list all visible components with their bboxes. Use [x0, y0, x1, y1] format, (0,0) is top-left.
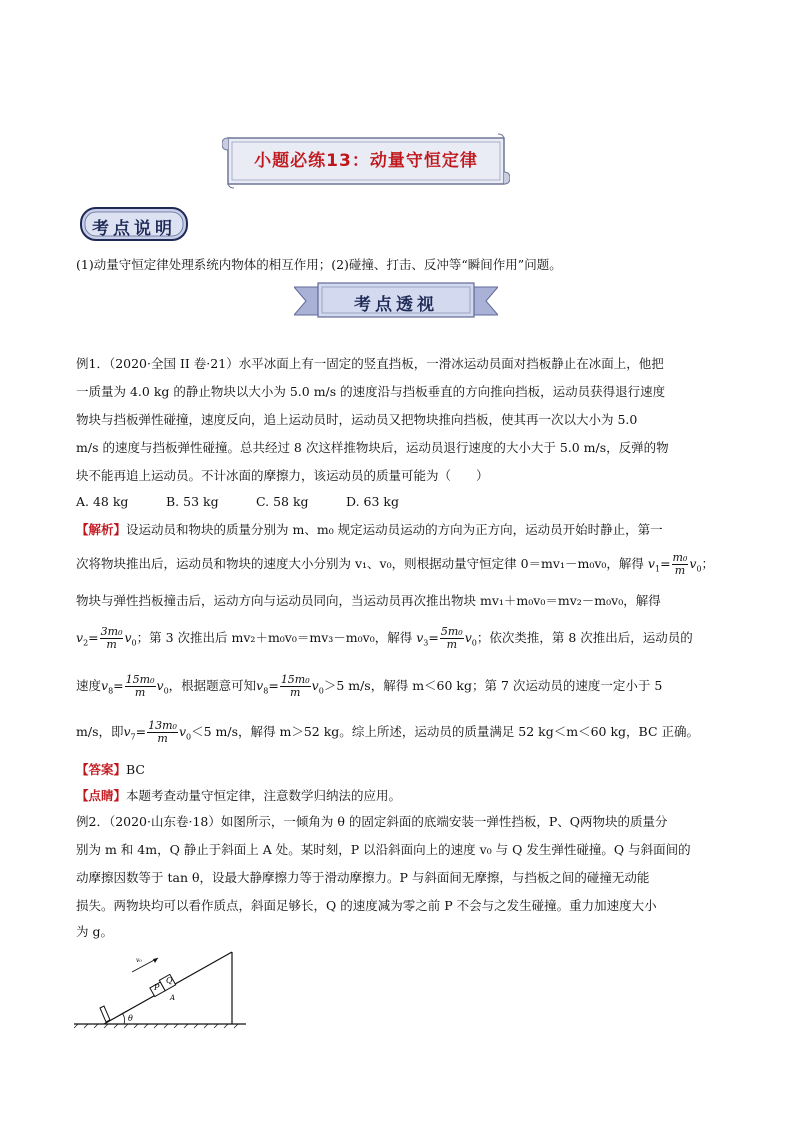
fraction-4-den: m — [134, 686, 146, 699]
analysis-label: 【解析】 — [76, 522, 127, 537]
fraction-4b — [280, 674, 311, 699]
example2-line-5: 为 g。 — [76, 924, 113, 939]
incline-diagram — [74, 948, 250, 1030]
analysis-line-5: 速度$v_8=$ $\frac{\text{15m₀}}{m}$ $v_0$，根据题意可知$v_8=$ $\frac{\text{15m₀}}{m}$ $v_0>5$ m/s，解得 m＜60 kg；第 7 次运动员的速度一定小于 5 — [76, 673, 663, 699]
section-ribbon-insight — [294, 281, 498, 321]
example1-line-3: 物块与挡板弹性碰撞，速度反向，追上运动员时，运动员又把物块推向挡板，使其再一次以大小为 5.0 — [76, 412, 638, 427]
fraction-5 — [147, 720, 178, 745]
analysis-text-6a: m/s，即 — [76, 724, 124, 739]
example2-line-1: 例2．（2020·山东卷·18）如图所示，一倾角为 θ 的固定斜面的底端安装一弹性挡板，P、Q两物块的质量分 — [76, 814, 668, 829]
fraction-3-num: 5m₀ — [440, 625, 463, 638]
fraction-1-den: m — [674, 564, 686, 577]
label-theta: θ — [128, 1014, 133, 1023]
answer-label: 【答案】 — [76, 762, 127, 777]
answer-line — [76, 762, 145, 778]
fraction-1-num: m₀ — [672, 551, 688, 564]
analysis-text-4d: ；依次类推，第 8 次推出后，运动员的 — [476, 630, 693, 645]
ribbon-insight-label: 考点透视 — [354, 295, 438, 315]
example2-line-2: 别为 m 和 4m，Q 静止于斜面上 A 处。某时刻，P 以沿斜面向上的速度 v₀ 与 Q 发生弹性碰撞。Q 与斜面间的 — [76, 842, 691, 857]
comment-text: 本题考查动量守恒定律，注意数学归纳法的应用。 — [126, 788, 402, 803]
fraction-3 — [440, 626, 464, 651]
title-banner — [222, 132, 510, 192]
analysis-text-6b: ＜5 m/s，解得 m＞52 kg。综上所述，运动员的质量满足 52 kg＜m＜60 kg，BC 正确。 — [191, 724, 700, 739]
example2-line-4: 损失。两物块均可以看作质点，斜面足够长，Q 的速度减为零之前 P 不会与之发生碰撞。重力加速度大小 — [76, 898, 657, 913]
label-v0: v₀ — [136, 957, 142, 964]
incline-figure — [74, 948, 250, 1030]
analysis-text-5b: ，根据题意可知 — [168, 678, 257, 693]
analysis-text-5c: ＞5 m/s，解得 m＜60 kg；第 7 次运动员的速度一定小于 5 — [323, 678, 663, 693]
option-d: D. 63 kg — [346, 494, 399, 509]
fraction-4b-num: 15m₀ — [280, 673, 310, 686]
label-q: Q — [166, 976, 173, 985]
fraction-5-num: 13m₀ — [148, 719, 177, 732]
label-p: P — [154, 983, 160, 992]
example1-line-2: 一质量为 4.0 kg 的静止物块以大小为 5.0 m/s 的速度沿与挡板垂直的方向推向挡板，运动员获得退行速度 — [76, 384, 666, 399]
fraction-4-num: 15m₀ — [125, 673, 155, 686]
badge-explain-label: 考点说明 — [92, 219, 176, 239]
example1-line-1: 例1．（2020·全国 II 卷·21）水平冰面上有一固定的竖直挡板，一滑冰运动员面对挡板静止在冰面上，他把 — [76, 356, 664, 371]
fraction-2 — [100, 626, 124, 651]
option-a: A. 48 kg — [76, 494, 129, 509]
analysis-line-6: m/s，即$v_7=$ $\frac{\text{13m₀}}{m}$ $v_0<5$ m/s，解得 m＞52 kg。综上所述，运动员的质量满足 52 kg＜m＜60 kg，BC 正确。 — [76, 719, 700, 745]
example2-line-3: 动摩擦因数等于 tan θ，设最大静摩擦力等于滑动摩擦力。P 与斜面间无摩擦，与挡板之间的碰撞无动能 — [76, 870, 650, 885]
fraction-4 — [125, 674, 156, 699]
fraction-1 — [672, 552, 689, 577]
fraction-3-den: m — [446, 638, 458, 651]
analysis-text-5a: 速度 — [76, 678, 102, 693]
explain-text: (1)动量守恒定律处理系统内物体的相互作用；(2)碰撞、打击、反冲等“瞬间作用”问题。 — [76, 257, 562, 272]
page-title: 小题必练13：动量守恒定律 — [254, 151, 478, 171]
comment-label: 【点睛】 — [76, 788, 127, 803]
option-c: C. 58 kg — [256, 494, 309, 509]
fraction-2-num: 3m₀ — [100, 625, 123, 638]
example1-line-4: m/s 的速度与挡板弹性碰撞。总共经过 8 次这样推物块后，运动员退行速度的大小大于 5.0 m/s，反弹的物 — [76, 440, 669, 455]
comment-line — [76, 788, 401, 804]
analysis-text-2: 次将物块推出后，运动员和物块的速度大小分别为 v₁、v₀，则根据动量守恒定律 0＝mv₁－m₀v₀，解得 — [76, 556, 644, 571]
analysis-line-3: 物块与弹性挡板撞击后，运动方向与运动员同向，当运动员再次推出物块 mv₁＋m₀v₀＝mv₂－m₀v₀，解得 — [76, 593, 661, 608]
analysis-text-4b: ；第 3 次推出后 mv₂＋m₀v₀＝mv₃－m₀v₀，解得 — [136, 630, 413, 645]
analysis-line-4: $v_2=$ $\frac{\text{3m₀}}{m}$ $v_0$；第 3 次推出后 mv₂＋m₀v₀＝mv₃－m₀v₀，解得 $v_3=$ $\frac{\text{5m₀}}{m}$ $v_0$；依次类推，第 8 次推出后，运动员的 — [76, 625, 693, 651]
answer-text: BC — [126, 762, 145, 777]
fraction-4b-den: m — [290, 686, 301, 699]
section-badge-explain — [80, 207, 188, 241]
example1-line-5: 块不能再追上运动员。不计冰面的摩擦力，该运动员的质量可能为（ ） — [76, 468, 489, 483]
fraction-5-den: m — [157, 732, 168, 745]
option-b: B. 53 kg — [166, 494, 219, 509]
fraction-2-den: m — [106, 638, 117, 651]
label-a: A — [170, 994, 176, 1002]
analysis-line-1 — [76, 522, 663, 538]
analysis-text-1: 设运动员和物块的质量分别为 m、m₀ 规定运动员运动的方向为正方向，运动员开始时静止，第一 — [126, 522, 663, 537]
analysis-line-2: 次将物块推出后，运动员和物块的速度大小分别为 v₁、v₀，则根据动量守恒定律 0＝mv₁－m₀v₀，解得 $v_1=$ $\frac{\text{m₀}}{m}$ $v_0$； — [76, 551, 715, 577]
